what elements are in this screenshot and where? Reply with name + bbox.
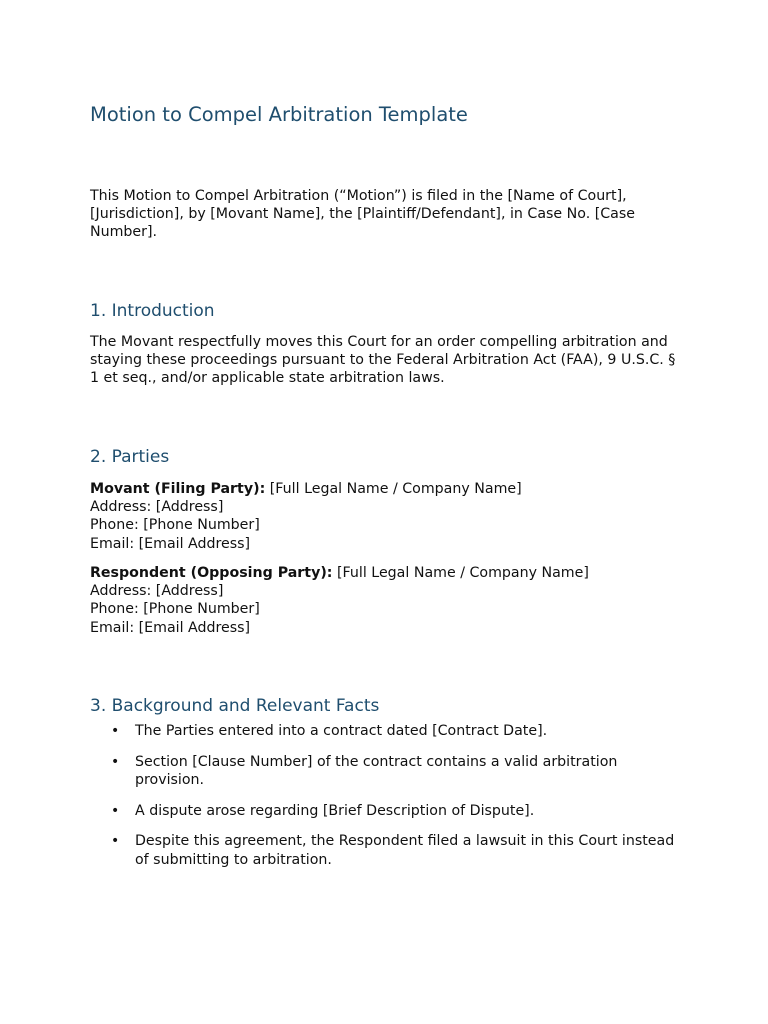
- bullet-icon: •: [111, 802, 120, 819]
- fact-text: Despite this agreement, the Respondent filed a lawsuit in this Court instead of submitting to arbitration.: [135, 833, 675, 868]
- respondent-name: [Full Legal Name / Company Name]: [332, 565, 589, 581]
- respondent-label: Respondent (Opposing Party):: [90, 565, 333, 581]
- introduction-body: The Movant respectfully moves this Court for an order compelling arbitration and staying these proceedings pursuant to the Federal Arbitration Act (FAA), 9 U.S.C. § 1 et seq., and/or applicable state arbitration laws.: [90, 334, 676, 387]
- fact-text: The Parties entered into a contract dated [Contract Date].: [135, 723, 548, 739]
- introduction-heading: 1. Introduction: [90, 301, 215, 321]
- background-heading: 3. Background and Relevant Facts: [90, 696, 380, 716]
- movant-name-line: [90, 480, 680, 498]
- respondent-block: [90, 564, 680, 637]
- movant-address: Address: [Address]: [90, 499, 224, 516]
- respondent-name-line: [90, 564, 680, 582]
- movant-email: Email: [Email Address]: [90, 535, 251, 552]
- document-title: Motion to Compel Arbitration Template: [90, 103, 468, 126]
- list-item: [90, 802, 680, 820]
- bullet-icon: •: [111, 833, 120, 850]
- background-facts-list: [90, 722, 680, 881]
- opening-paragraph: This Motion to Compel Arbitration (“Motion”) is filed in the [Name of Court], [Jurisdiction], by [Movant Name], the [Plaintiff/Defendant], in Case No. [Case Number].: [90, 188, 635, 241]
- respondent-phone: Phone: [Phone Number]: [90, 601, 260, 618]
- fact-text: A dispute arose regarding [Brief Description of Dispute].: [135, 802, 535, 819]
- list-item: [90, 753, 680, 789]
- movant-block: [90, 480, 680, 553]
- parties-heading: 2. Parties: [90, 447, 170, 467]
- fact-text: Section [Clause Number] of the contract contains a valid arbitration provision.: [135, 753, 618, 788]
- bullet-icon: •: [111, 723, 120, 739]
- list-item: [90, 832, 680, 868]
- movant-name: [Full Legal Name / Company Name]: [265, 481, 522, 497]
- movant-label: Movant (Filing Party):: [90, 481, 266, 497]
- movant-phone: Phone: [Phone Number]: [90, 517, 260, 534]
- respondent-address: Address: [Address]: [90, 583, 224, 600]
- bullet-icon: •: [111, 753, 120, 770]
- list-item: [90, 722, 680, 740]
- respondent-email: Email: [Email Address]: [90, 619, 251, 636]
